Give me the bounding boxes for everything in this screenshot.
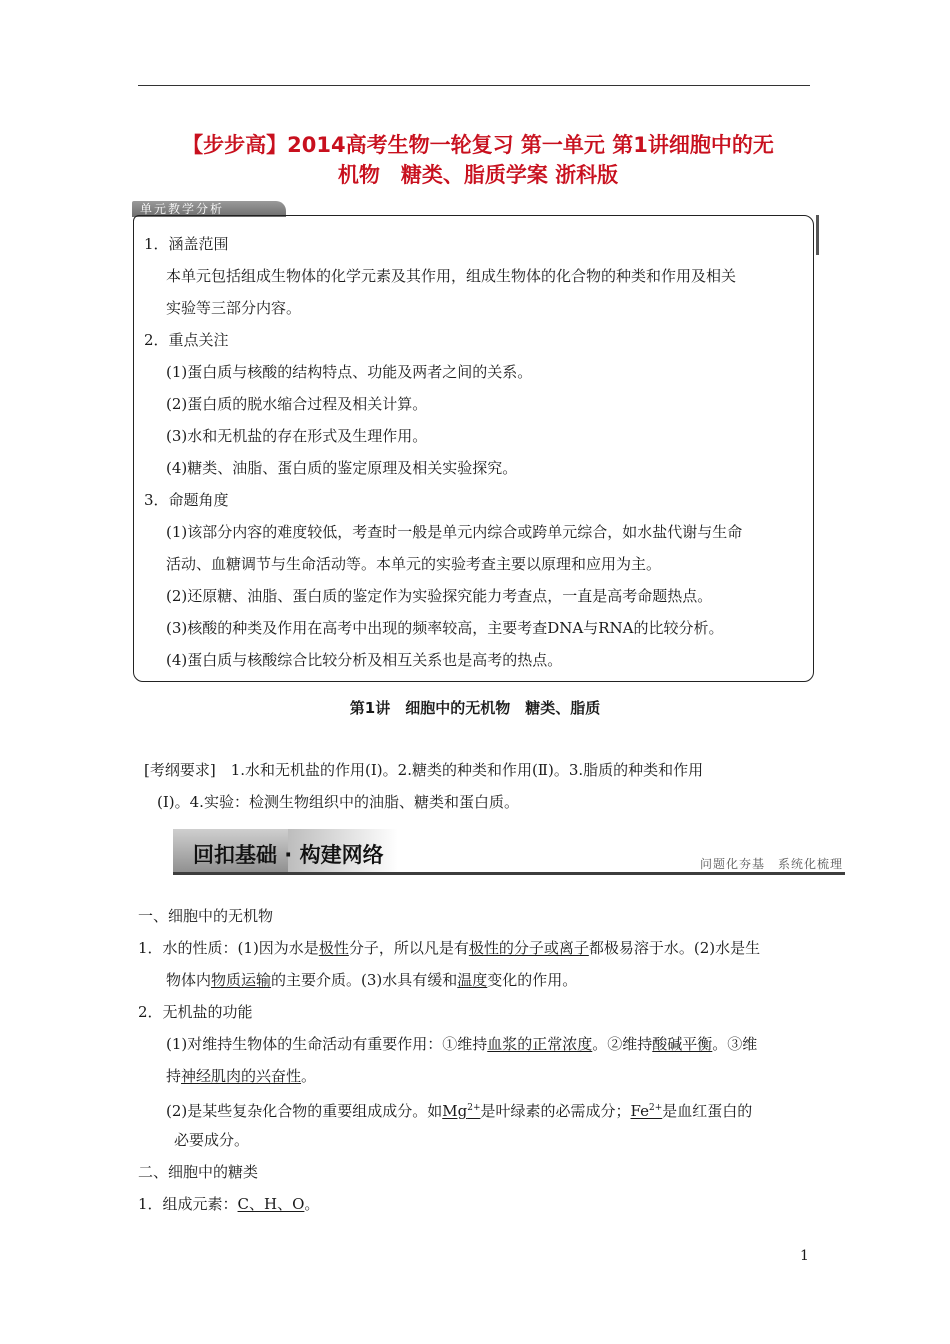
- unit-line: 活动、血糖调节与生命活动等。本单元的实验考查主要以原理和应用为主。: [166, 555, 662, 573]
- document-title: [138, 130, 818, 190]
- salt-line-4: 必要成分。: [174, 1131, 250, 1149]
- unit-line: (3)水和无机盐的存在形式及生理作用。: [166, 427, 428, 445]
- salt-heading: 2．无机盐的功能: [138, 1003, 253, 1021]
- sugar-line-1: 1．组成元素：C、H、O。: [138, 1195, 320, 1213]
- unit-line: 3．命题角度: [144, 491, 229, 509]
- section-banner-subtitle: 问题化夯基 系统化梳理: [700, 857, 844, 871]
- title-line-1: 【步步高】2014高考生物一轮复习 第一单元 第1讲细胞中的无: [182, 133, 774, 157]
- top-rule: [138, 85, 810, 86]
- unit-line: 本单元包括组成生物体的化学元素及其作用，组成生物体的化合物的种类和作用及相关: [166, 267, 737, 285]
- heading-inorganic: 一、细胞中的无机物: [138, 907, 274, 925]
- unit-line: 1．涵盖范围: [144, 235, 229, 253]
- syllabus-line-2: (Ⅰ)。4.实验：检测生物组织中的油脂、糖类和蛋白质。: [157, 793, 519, 811]
- lecture-title: 第1讲 细胞中的无机物 糖类、脂质: [349, 699, 601, 717]
- page-number: 1: [800, 1248, 809, 1264]
- unit-line: (2)蛋白质的脱水缩合过程及相关计算。: [166, 395, 428, 413]
- unit-line: (4)蛋白质与核酸综合比较分析及相互关系也是高考的热点。: [166, 651, 563, 669]
- section-banner-title: 回扣基础 · 构建网络: [193, 843, 384, 867]
- box-corner-shadow: [808, 215, 819, 255]
- unit-line: (3)核酸的种类及作用在高考中出现的频率较高，主要考查DNA与RNA的比较分析。: [166, 619, 724, 637]
- unit-analysis-tag: 单元教学分析: [132, 201, 286, 217]
- water-line-1: 1．水的性质：(1)因为水是极性分子，所以凡是有极性的分子或离子都极易溶于水。(2)水是生: [138, 939, 761, 957]
- syllabus-line-1: [考纲要求] 1.水和无机盐的作用(Ⅰ)。2.糖类的种类和作用(Ⅱ)。3.脂质的种类和作用: [144, 761, 704, 779]
- banner-bar: [173, 872, 845, 875]
- unit-line: (2)还原糖、油脂、蛋白质的鉴定作为实验探究能力考查点，一直是高考命题热点。: [166, 587, 713, 605]
- unit-line: 实验等三部分内容。: [166, 299, 302, 317]
- unit-line: (1)蛋白质与核酸的结构特点、功能及两者之间的关系。: [166, 363, 533, 381]
- heading-sugar: 二、细胞中的糖类: [138, 1163, 259, 1181]
- title-line-2: 机物 糖类、脂质学案 浙科版: [337, 163, 619, 187]
- water-line-2: 物体内物质运输的主要介质。(3)水具有缓和温度变化的作用。: [166, 971, 578, 989]
- unit-line: 2．重点关注: [144, 331, 229, 349]
- unit-line: (1)该部分内容的难度较低，考查时一般是单元内综合或跨单元综合，如水盐代谢与生命: [166, 523, 743, 541]
- salt-line-1: (1)对维持生物体的生命活动有重要作用：①维持血浆的正常浓度。②维持酸碱平衡。③维: [166, 1035, 758, 1053]
- unit-line: (4)糖类、油脂、蛋白质的鉴定原理及相关实验探究。: [166, 459, 518, 477]
- salt-line-2: 持神经肌肉的兴奋性。: [166, 1067, 317, 1085]
- salt-line-3: (2)是某些复杂化合物的重要组成成分。如$Mg^{2+}$是叶绿素的必需成分；$Fe^{2+}$是血红蛋白的: [166, 1102, 753, 1120]
